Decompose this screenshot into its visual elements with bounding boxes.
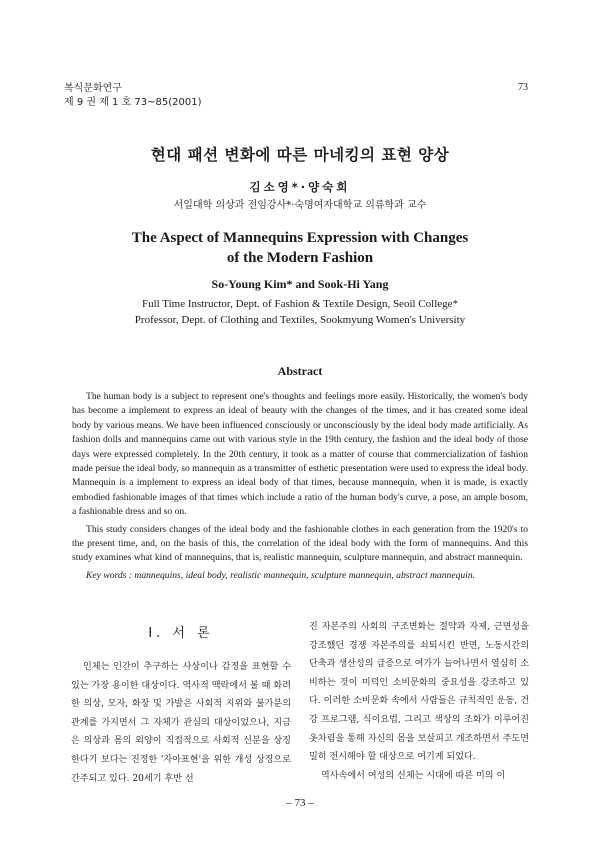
journal-header xyxy=(64,82,202,110)
body-paragraph: 인체는 인간이 추구하는 사상이나 감정을 표현할 수 있는 가장 용이한 대상이다. 역사적 맥락에서 볼 때 화려한 의상, 모자, 화장 및 가발은 사회적 지위와 불가분의 관계를 가지면서 그 자체가 관심의 대상이었으나, 지금은 의상과 몸의 외양이 직접적으로 사회적 신분을 상징한다기 보다는 진정한 '자아표현'을 위한 개성 상징으로 간주되고 있다. 20세기 후반 선 xyxy=(71,662,291,784)
english-affiliation xyxy=(0,296,600,328)
english-title-line2: of the Modern Fashion xyxy=(226,250,374,266)
abstract-heading: Abstract xyxy=(277,364,323,378)
abstract-paragraph: This study considers changes of the ideal body and the fashionable clothes in each generation from the 1920's to the present time, and, on the basis of this, the correlation of the ideal body with the form of mannequins. And this study examines what kind of mannequins, that is, realistic mannequin, sculpture mannequin, and abstract mannequin. xyxy=(72,523,528,564)
affiliation-line1: Full Time Instructor, Dept. of Fashion & Textile Design, Seoil College* xyxy=(141,298,459,310)
abstract-paragraph: The human body is a subject to represent one's thoughts and feelings more easily. Historically, the women's body has become a implement to express an ideal of beauty with the changes of the times, and it has created some ideal body by various means. We have been influenced consciously or unconsciously by the ideal body made artificially. As fashion dolls and mannequins came out with various style in the 19th century, the fashion and the ideal body of those days were expressed completely. In the 20th century, it took as a matter of course that commercialization of fashion made persue the ideal body, so mannequin as a transmitter of esthetic presentation were used to express the ideal body. Mannequin is a implement to express an ideal body of that times, because mannequin, when it is made, is exactly embodied fashionable images of that times which include a ratio of the human body's curve, a pose, an ample bosom, a fashionable dress and so on. xyxy=(72,391,528,518)
korean-affiliation: 서일대학 의상과 전임강사*·숙명여자대학교 의류학과 교수 xyxy=(173,200,427,211)
page-footer: – 73 – xyxy=(286,797,314,809)
english-title-line1: The Aspect of Mannequins Expression with Changes xyxy=(131,230,469,246)
english-authors: So-Young Kim* and Sook-Hi Yang xyxy=(211,277,389,291)
korean-title: 현대 패션 변화에 따른 마네킹의 표현 양상 xyxy=(150,146,450,164)
abstract-body xyxy=(72,390,528,583)
body-right-column xyxy=(309,618,529,785)
page-number: 73 xyxy=(518,82,528,93)
journal-name: 복식문화연구 xyxy=(64,83,122,94)
affiliation-line2: Professor, Dept. of Clothing and Textiles, Sookmyung Women's University xyxy=(134,314,466,326)
english-title xyxy=(0,228,600,268)
body-left-column xyxy=(71,618,291,788)
section-heading: Ⅰ. 서 론 xyxy=(148,626,214,641)
body-paragraph: 역사속에서 여성의 신체는 시대에 따른 미의 이 xyxy=(321,770,506,781)
keywords: Key words : mannequins, ideal body, realistic mannequin, sculpture mannequin, abstract mannequin. xyxy=(86,569,476,581)
korean-authors: 김소영*·양숙희 xyxy=(249,180,351,194)
journal-volume: 제 9 권 제 1 호 73~85(2001) xyxy=(64,97,202,108)
body-paragraph: 진 자본주의 사회의 구조변화는 절약과 자제, 근면성을 강조했던 경쟁 자본주의를 쇠퇴시킨 반면, 노동시간의 단축과 생산성의 급증으로 여가가 늘어나면서 열심히 소비하는 것이 미덕인 소비문화의 중요성을 강조하고 있다. 이러한 소비문화 속에서 사람들은 규칙적인 운동, 건강 프로그램, 식이요법, 그리고 색상의 조화가 이루어진 옷차림을 통해 자신의 몸을 보살피고 개조하면서 주도면밀히 전시해야 할 대상으로 여기게 되었다. xyxy=(309,622,529,763)
